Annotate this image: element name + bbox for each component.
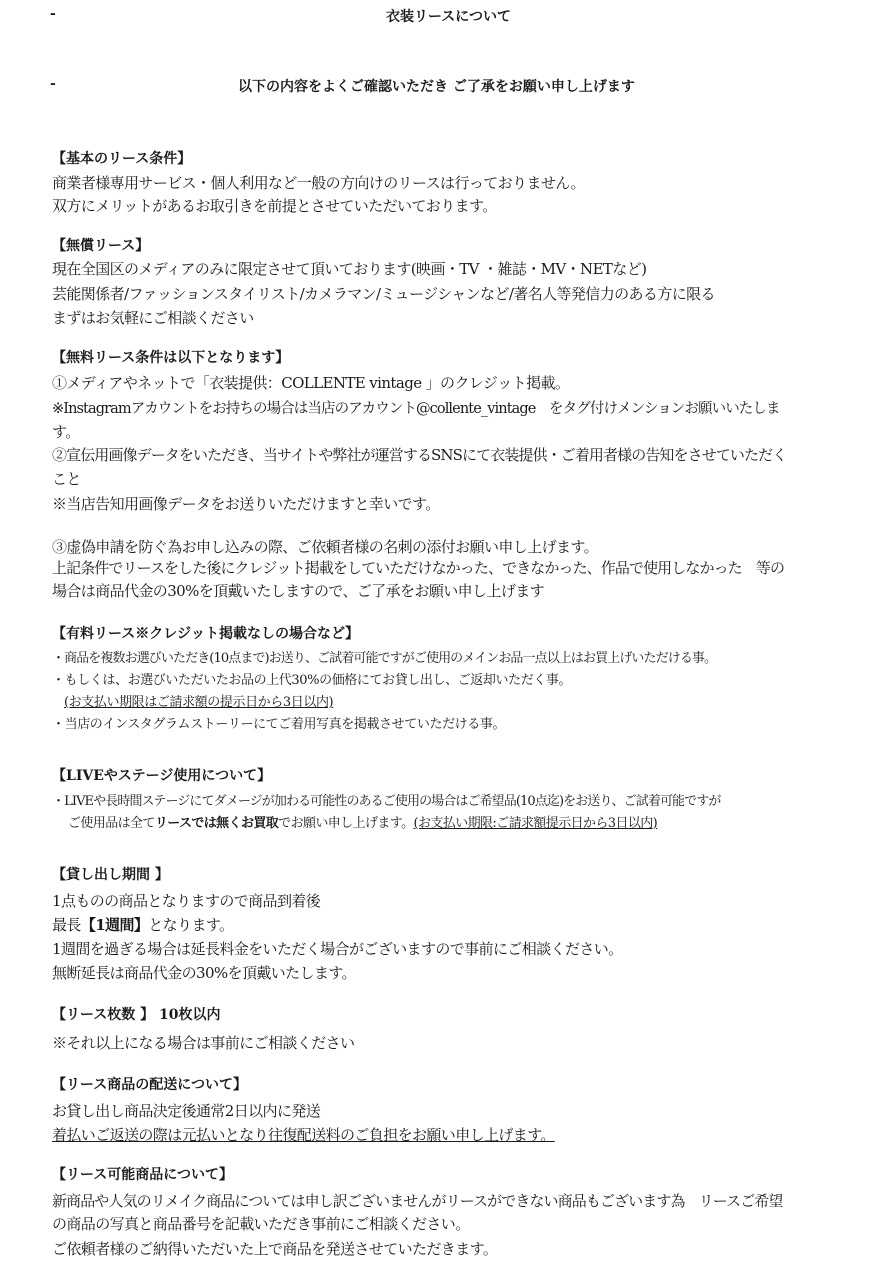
- paragraph-line: まずはお気軽にご相談ください: [52, 309, 254, 327]
- paragraph-line: 現在全国区のメディアのみに限定させて頂いております(映画・TV ・雑誌・MV・NETなど): [52, 260, 647, 278]
- section-heading: 【無償リース】: [52, 238, 150, 254]
- paragraph-line: ※それ以上になる場合は事前にご相談ください: [52, 1034, 355, 1052]
- paragraph-line: 双方にメリットがあるお取引きを前提とさせていただいております。: [52, 197, 497, 215]
- subtitle-dash: -: [50, 76, 56, 92]
- section-heading: 【有料リース※クレジット掲載なしの場合など】: [52, 626, 359, 642]
- text-segment: でお願い申し上げます。: [278, 816, 414, 831]
- paragraph-line: お貸し出し商品決定後通常2日以内に発送: [52, 1102, 321, 1120]
- page-subtitle: 以下の内容をよくご確認いただき ご了承をお願い申し上げます: [238, 79, 635, 95]
- paragraph-line: ・LIVEや長時間ステージにてダメージが加わる可能性のあるご使用の場合はご希望品(10点迄)をお送り、ご試着可能ですが: [52, 794, 721, 809]
- paragraph-line: 芸能関係者/ファッションスタイリスト/カメラマン/ミュージシャンなど/著名人等発信力のある方に限る: [52, 285, 715, 303]
- text-segment-bold: リースでは無くお買取: [154, 816, 279, 831]
- paragraph-line: ※当店告知用画像データをお送りいただけますと幸いです。: [52, 495, 440, 513]
- paragraph-line: 新商品や人気のリメイク商品については申し訳ございませんがリースができない商品もございます為 リースご希望: [52, 1192, 783, 1210]
- title-dash: -: [50, 6, 56, 22]
- text-segment: となります。: [148, 916, 234, 934]
- section-heading: 【リース商品の配送について】: [52, 1077, 248, 1093]
- paragraph-line: こと: [52, 470, 81, 488]
- paragraph-line: ご依頼者様のご納得いただいた上で商品を発送させていただきます。: [52, 1240, 498, 1258]
- section-heading: 【貸し出し期間 】: [52, 867, 169, 883]
- paragraph-line: 無断延長は商品代金の30%を頂戴いたします。: [52, 964, 356, 982]
- paragraph-line: 着払いご返送の際は元払いとなり往復配送料のご負担をお願い申し上げます。: [52, 1126, 555, 1144]
- text-segment: ご使用品は全て: [68, 816, 155, 831]
- paragraph-line: 1点ものの商品となりますので商品到着後: [52, 892, 321, 910]
- section-heading: 【無料リース条件は以下となります】: [52, 350, 290, 366]
- paragraph-line: ・当店のインスタグラムストーリーにてご着用写真を掲載させていただける事。: [52, 717, 506, 732]
- text-segment-bold: 【1週間】: [80, 916, 149, 934]
- section-heading: 【リース可能商品について】: [52, 1167, 234, 1183]
- page-title: 衣装リースについて: [386, 9, 512, 25]
- paragraph-line: す。: [52, 423, 80, 441]
- text-segment-underline: (お支払い期限:ご請求額提示日から3日以内): [413, 816, 658, 831]
- paragraph-line: ①メディアやネットで「衣装提供：COLLENTE vintage 」のクレジット掲載。: [52, 374, 570, 392]
- section-heading: 【基本のリース条件】: [52, 151, 192, 167]
- paragraph-line: [52, 914, 233, 935]
- paragraph-line: ③虚偽申請を防ぐ為お申し込みの際、ご依頼者様の名刺の添付お願い申し上げます。: [52, 538, 599, 556]
- paragraph-line: (お支払い期限はご請求額の提示日から3日以内): [64, 695, 334, 710]
- paragraph-line: 上記条件でリースをした後にクレジット掲載をしていただけなかった、できなかった、作品で使用しなかった 等の: [52, 559, 785, 577]
- paragraph-line: 商業者様専用サービス・個人利用など一般の方向けのリースは行っておりません。: [52, 174, 585, 192]
- paragraph-line: ②宣伝用画像データをいただき、当サイトや弊社が運営するSNSにて衣装提供・ご着用者様の告知をさせていただく: [52, 446, 787, 464]
- paragraph-line: ※Instagramアカウントをお持ちの場合は当店のアカウント@collente_vintage をタグ付けメンションお願いいたしま: [52, 401, 780, 417]
- section-heading: 【LIVEやステージ使用について】: [52, 768, 272, 784]
- paragraph-line: の商品の写真と商品番号を記載いただき事前にご相談ください。: [52, 1215, 470, 1233]
- paragraph-line: ・もしくは、お選びいただいたお品の上代30%の価格にてお貸し出し、ご返却いただく事。: [52, 673, 572, 688]
- paragraph-line: 1週間を過ぎる場合は延長料金をいただく場合がございますので事前にご相談ください。: [52, 940, 623, 958]
- paragraph-line: [68, 812, 657, 831]
- paragraph-line: 場合は商品代金の30%を頂戴いたしますので、ご了承をお願い申し上げます: [52, 582, 545, 600]
- paragraph-line: ・商品を複数お選びいただき(10点まで)お送り、ご試着可能ですがご使用のメインお品一点以上はお買上げいただける事。: [52, 651, 717, 666]
- text-segment: 最長: [52, 916, 81, 934]
- section-heading: 【リース枚数 】 10枚以内: [52, 1007, 221, 1023]
